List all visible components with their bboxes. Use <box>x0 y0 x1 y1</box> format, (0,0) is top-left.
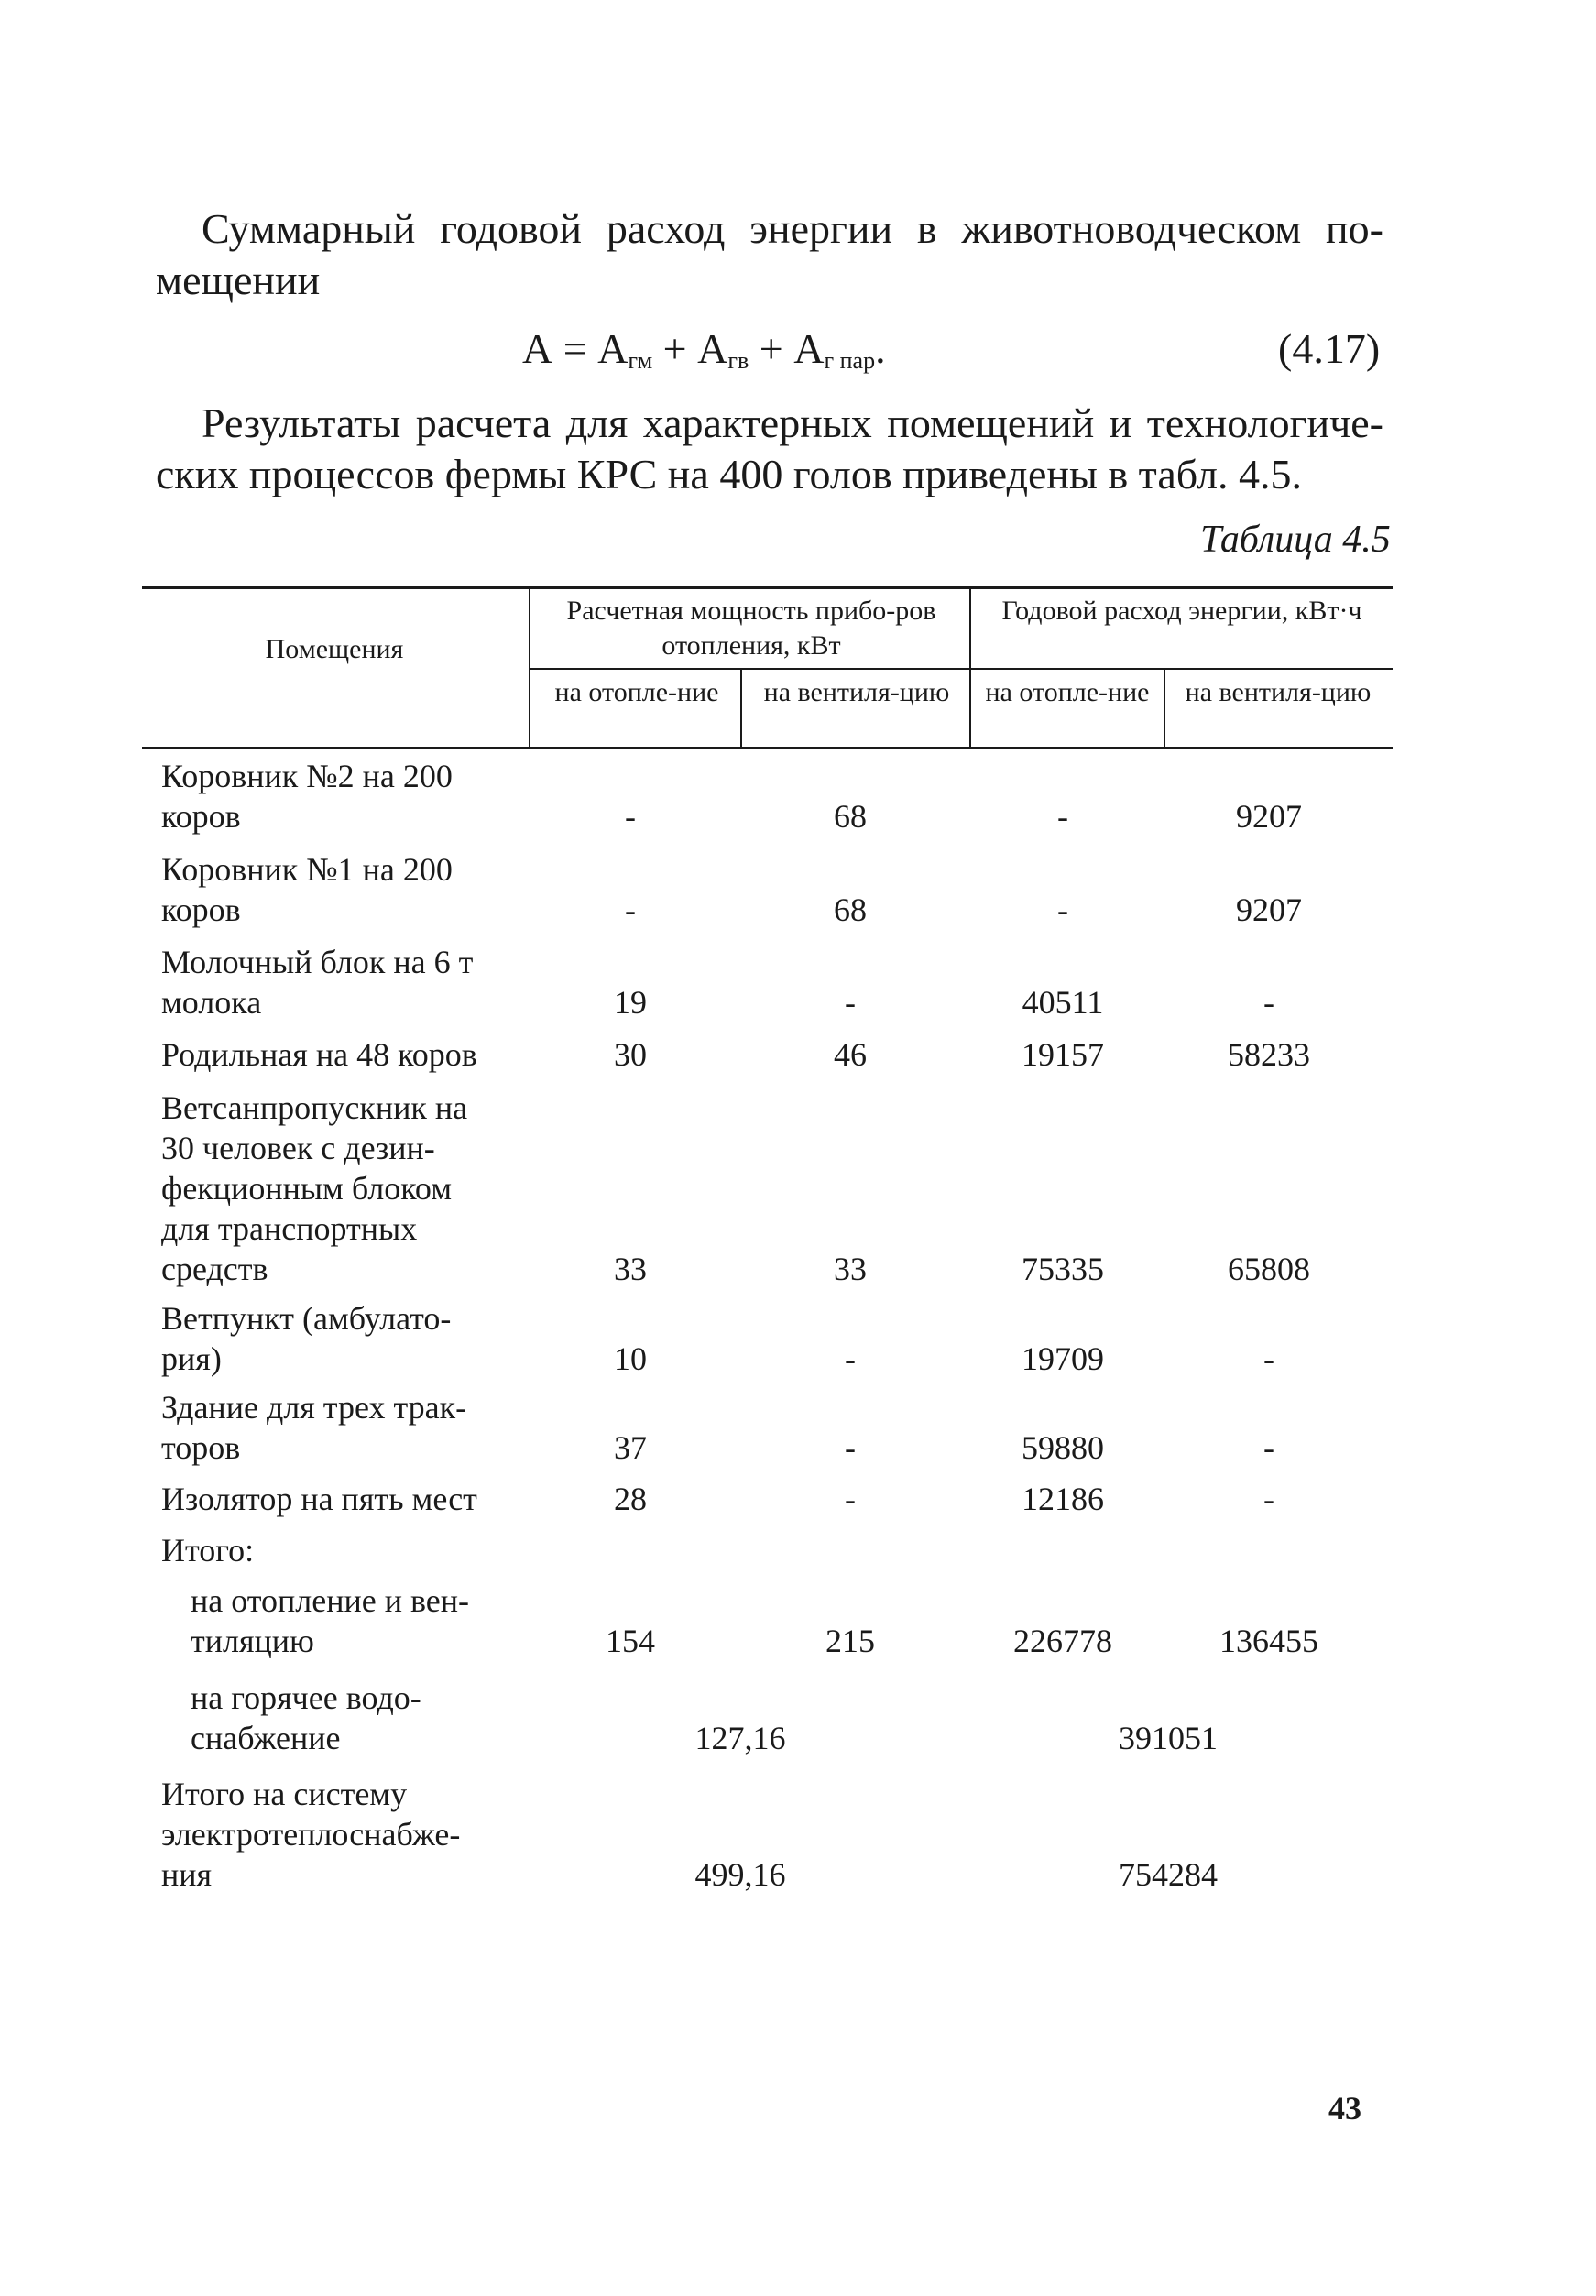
total-vent-energy: 136455 <box>1219 1623 1318 1659</box>
cell-heat-power: - <box>625 798 636 835</box>
total-heat-power: 154 <box>606 1623 655 1659</box>
paragraph-total-energy <box>156 203 1383 306</box>
name-line: торов <box>161 1429 241 1466</box>
table-row-name <box>161 849 537 930</box>
equation-number: (4.17) <box>1278 325 1381 372</box>
cell-vent-power: - <box>845 1340 856 1377</box>
cell-vent-power: 68 <box>834 891 867 928</box>
cell-vent-energy: 9207 <box>1236 798 1302 835</box>
text-line: Суммарный годовой расход энергии в животноводческом по- <box>202 205 1383 252</box>
cell-heat-energy: 40511 <box>1022 984 1104 1021</box>
formula-plus: + А <box>749 325 825 372</box>
header-heat-energy: на отопле-ние <box>985 677 1150 707</box>
cell-vent-energy: 58233 <box>1228 1036 1310 1073</box>
cell-heat-power: 30 <box>614 1036 647 1073</box>
table-row-name <box>161 1479 537 1519</box>
name-line: Молочный блок на 6 т <box>161 944 474 980</box>
header-divider <box>969 589 971 747</box>
table-row-name <box>161 1088 537 1289</box>
cell-heat-energy: 19709 <box>1022 1340 1104 1377</box>
cell-heat-power: 28 <box>614 1481 647 1517</box>
name-line: ния <box>161 1856 213 1893</box>
table-row-name <box>161 942 537 1022</box>
cell-vent-power: - <box>845 1429 856 1466</box>
cell-heat-energy: - <box>1057 891 1068 928</box>
table-top-rule <box>142 586 1393 589</box>
name-line: молока <box>161 984 262 1021</box>
header-rooms: Помещения <box>265 634 404 664</box>
table-row-name <box>161 1387 537 1468</box>
name-line: 30 человек с дезин- <box>161 1130 435 1166</box>
cell-heat-energy: 75335 <box>1022 1251 1104 1287</box>
header-vent-energy: на вентиля-цию <box>1185 677 1372 707</box>
total-heat-energy: 226778 <box>1013 1623 1112 1659</box>
cell-heat-energy: - <box>1057 798 1068 835</box>
cell-heat-power: - <box>625 891 636 928</box>
name-line: коров <box>161 891 241 928</box>
cell-heat-power: 37 <box>614 1429 647 1466</box>
cell-heat-power: 33 <box>614 1251 647 1287</box>
header-divider <box>1164 670 1165 747</box>
name-line: электротеплоснабже- <box>161 1816 461 1853</box>
cell-vent-power: 68 <box>834 798 867 835</box>
formula-lhs: А = А <box>522 325 629 372</box>
cell-vent-power: 33 <box>834 1251 867 1287</box>
hot-water-power: 127,16 <box>694 1720 786 1756</box>
name-line: Родильная на 48 коров <box>161 1036 477 1073</box>
name-line: Здание для трех трак- <box>161 1389 467 1426</box>
cell-vent-power: - <box>845 1481 856 1517</box>
name-line: снабжение <box>191 1720 341 1756</box>
name-line: Коровник №2 на 200 <box>161 758 453 794</box>
text-line: Результаты расчета для характерных помещений и технологиче- <box>202 399 1383 446</box>
text-line: ских процессов фермы КРС на 400 голов приведены в табл. 4.5. <box>156 451 1302 497</box>
grand-total-name <box>161 1774 537 1895</box>
cell-vent-energy: 9207 <box>1236 891 1302 928</box>
total-label: Итого: <box>161 1532 255 1569</box>
cell-heat-energy: 12186 <box>1022 1481 1104 1517</box>
header-bottom-rule <box>142 747 1393 749</box>
total-heat-vent-name <box>191 1580 530 1661</box>
cell-heat-energy: 19157 <box>1022 1036 1104 1073</box>
cell-heat-power: 10 <box>614 1340 647 1377</box>
formula-sub-gpar: г пар <box>824 347 876 374</box>
paragraph-results <box>156 398 1383 500</box>
hot-water-energy: 391051 <box>1119 1720 1218 1756</box>
cell-vent-energy: - <box>1263 1340 1274 1377</box>
cell-vent-energy: - <box>1263 1429 1274 1466</box>
cell-vent-power: - <box>845 984 856 1021</box>
header-divider <box>740 670 742 747</box>
name-line: Коровник №1 на 200 <box>161 851 453 888</box>
formula-4-17 <box>522 323 886 387</box>
text-line: мещении <box>156 257 321 303</box>
header-power-group: Расчетная мощность прибо-ров отопления, кВт <box>566 596 936 661</box>
table-row-name <box>161 1298 537 1379</box>
cell-vent-energy: 65808 <box>1228 1251 1310 1287</box>
name-line: на отопление и вен- <box>191 1582 470 1619</box>
cell-vent-energy: - <box>1263 984 1274 1021</box>
formula-plus: + А <box>652 325 728 372</box>
name-line: на горячее водо- <box>191 1679 421 1716</box>
header-mid-rule <box>529 668 1393 670</box>
grand-total-power: 499,16 <box>694 1856 786 1893</box>
total-hot-water-name <box>191 1678 530 1758</box>
cell-heat-energy: 59880 <box>1022 1429 1104 1466</box>
header-energy-group: Годовой расход энергии, кВт·ч <box>1001 596 1362 626</box>
total-vent-power: 215 <box>825 1623 875 1659</box>
cell-vent-power: 46 <box>834 1036 867 1073</box>
name-line: для транспортных <box>161 1210 418 1247</box>
header-heat-power: на отопле-ние <box>554 677 719 707</box>
name-line: Ветпункт (амбулато- <box>161 1300 452 1337</box>
table-caption: Таблица 4.5 <box>1200 519 1391 561</box>
formula-sub-gv: гв <box>727 347 749 374</box>
name-line: фекционным блоком <box>161 1170 452 1207</box>
name-line: средств <box>161 1251 268 1287</box>
name-line: Ветсанпропускник на <box>161 1089 468 1126</box>
name-line: Изолятор на пять мест <box>161 1481 477 1517</box>
name-line: Итого на систему <box>161 1776 408 1812</box>
cell-vent-energy: - <box>1263 1481 1274 1517</box>
name-line: рия) <box>161 1340 222 1377</box>
name-line: тиляцию <box>191 1623 314 1659</box>
cell-heat-power: 19 <box>614 984 647 1021</box>
header-divider <box>529 589 530 747</box>
grand-total-energy: 754284 <box>1119 1856 1218 1893</box>
page-number: 43 <box>1328 2090 1361 2127</box>
formula-end: . <box>875 325 886 372</box>
table-row-name <box>161 756 537 836</box>
table-row-name <box>161 1034 537 1075</box>
name-line: коров <box>161 798 241 835</box>
header-vent-power: на вентиля-цию <box>763 677 950 707</box>
formula-sub-gm: гм <box>628 347 653 374</box>
